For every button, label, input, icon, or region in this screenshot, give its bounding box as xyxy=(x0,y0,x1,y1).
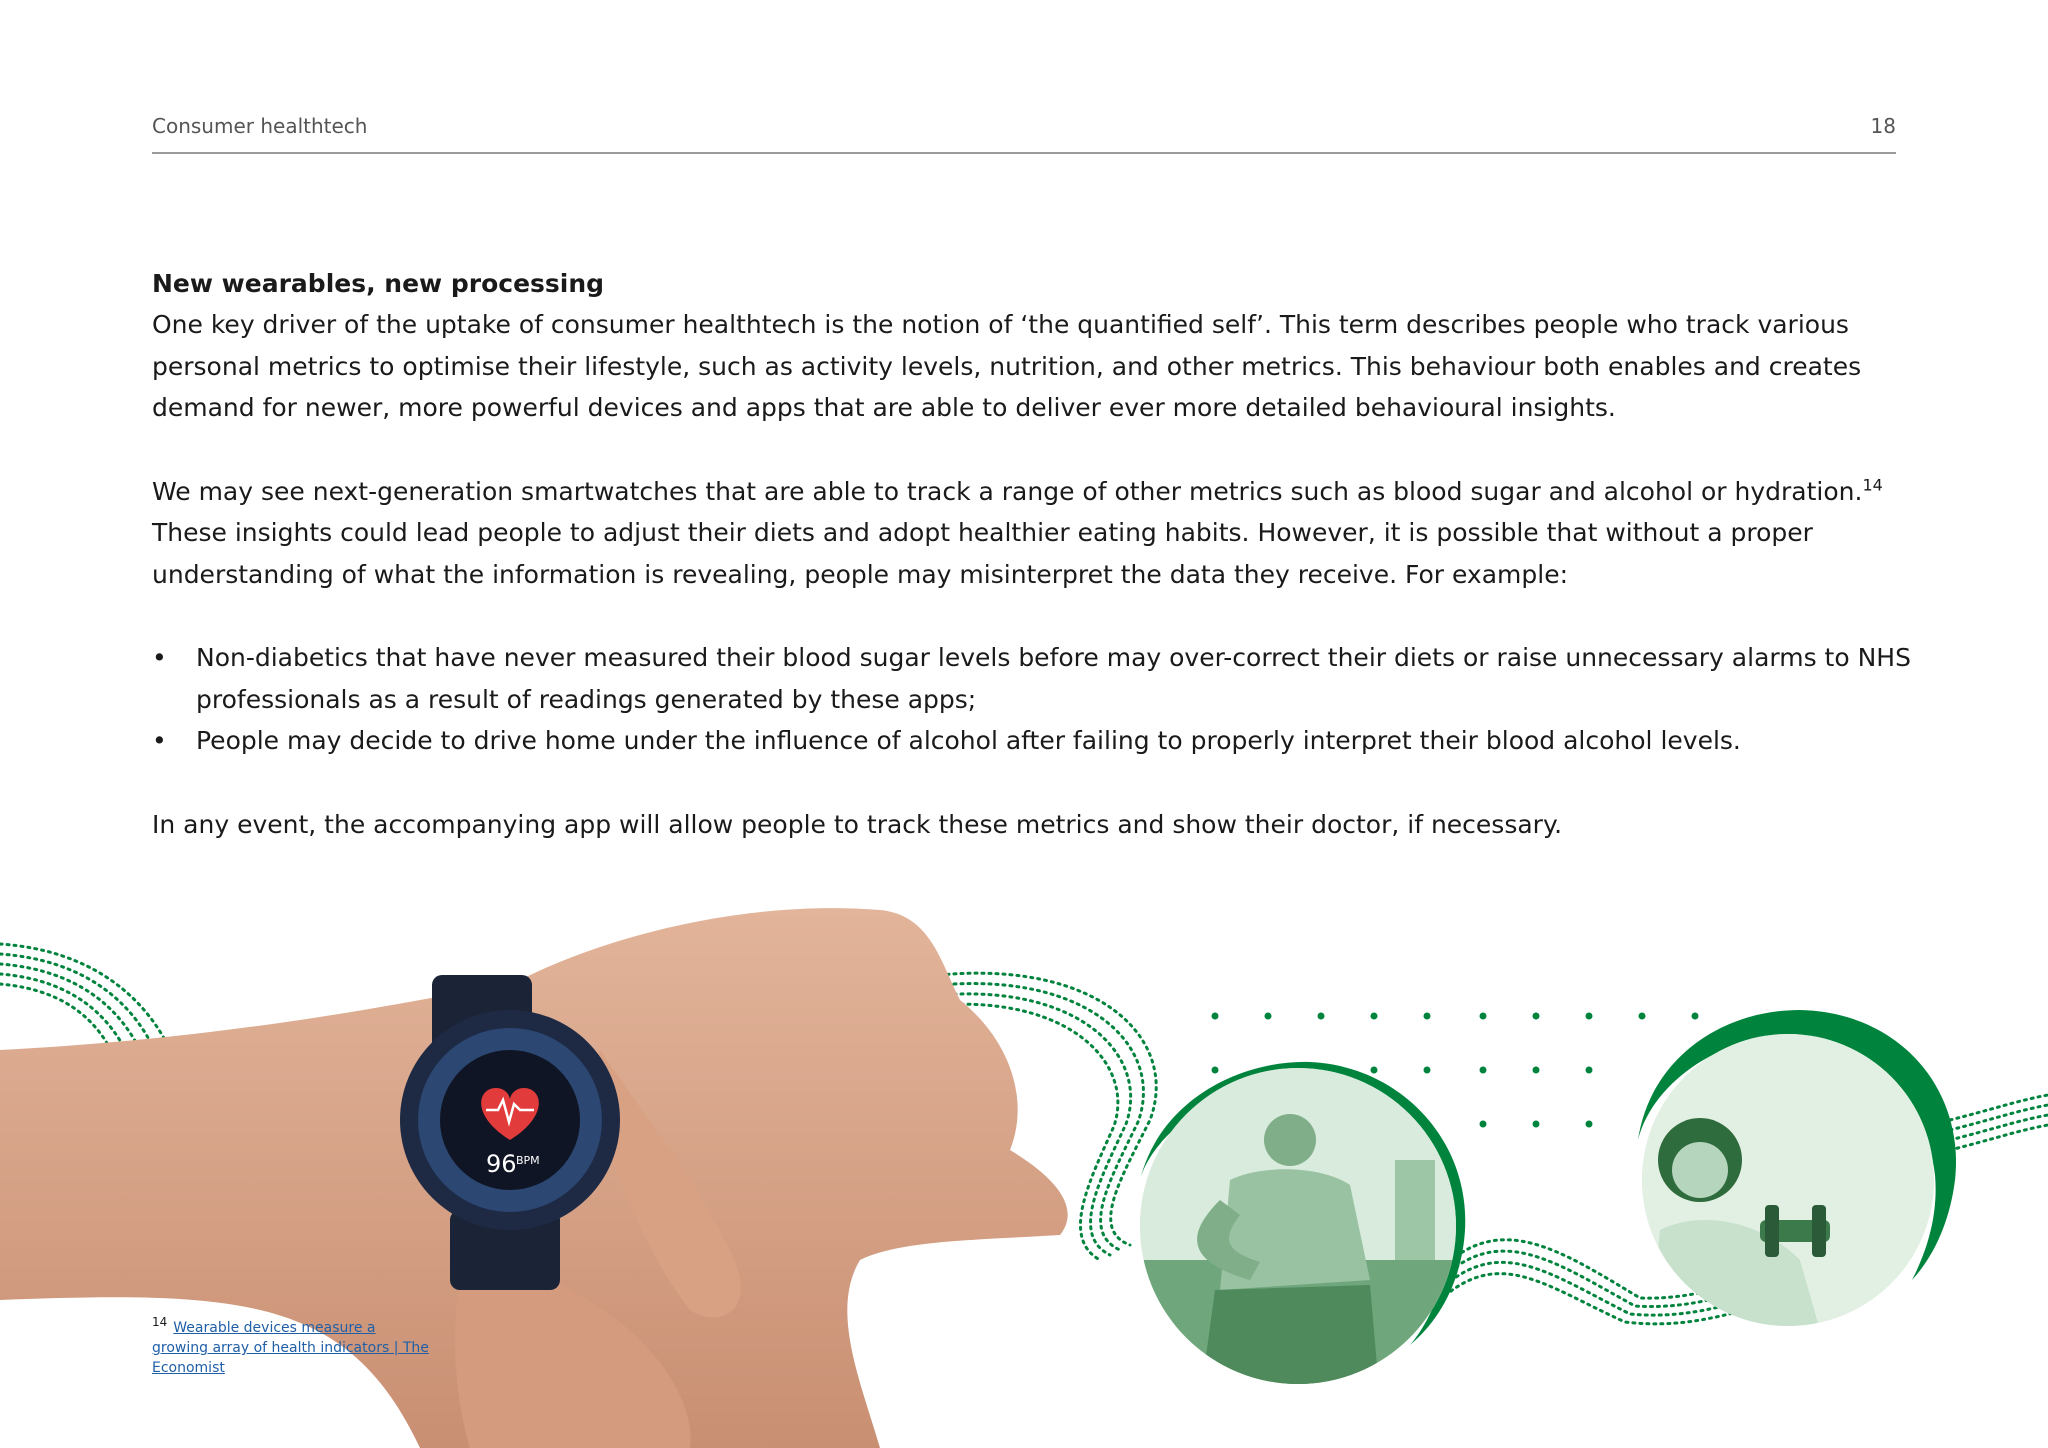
document-title: Consumer healthtech xyxy=(152,114,368,138)
footnote-number: 14 xyxy=(152,1315,168,1330)
bpm-unit: BPM xyxy=(516,1154,540,1167)
page-header xyxy=(152,114,1896,154)
footnote-link[interactable]: Wearable devices measure a growing array of health indicators | The Economist xyxy=(152,1320,429,1376)
list-item xyxy=(152,720,1912,762)
list-item-text: Non-diabetics that have never measured their blood sugar levels before may over-correct their diets or raise unnecessary alarms to NHS professionals as a result of readings generated by these apps; xyxy=(196,643,1911,714)
bullet-icon: • xyxy=(152,726,167,755)
main-content xyxy=(152,263,1912,845)
runner-photo-circle xyxy=(1120,1060,1480,1400)
paragraph-2 xyxy=(152,471,1912,596)
paragraph-1: One key driver of the uptake of consumer healthtech is the notion of ‘the quantified self’. This term describes people who track various personal metrics to optimise their lifestyle, such as activity levels, nutrition, and other metrics. This behaviour both enables and creates demand for newer, more powerful devices and apps that are able to deliver ever more detailed behavioural insights. xyxy=(152,310,1862,422)
bpm-value: 96 xyxy=(486,1150,517,1178)
page-number: 18 xyxy=(1870,114,1896,138)
paragraph-2-continued: These insights could lead people to adjust their diets and adopt healthier eating habits. However, it is possible that without a proper understanding of what the information is revealing, people may misinterpret the data they receive. For example: xyxy=(152,518,1813,589)
section-heading: New wearables, new processing xyxy=(152,269,605,298)
list-item xyxy=(152,637,1912,720)
paragraph-2-text: We may see next-generation smartwatches that are able to track a range of other metrics such as blood sugar and alcohol or hydration. xyxy=(152,476,1863,506)
list-item-text: People may decide to drive home under the influence of alcohol after failing to properly interpret their blood alcohol levels. xyxy=(196,726,1741,755)
paragraph-3: In any event, the accompanying app will allow people to track these metrics and show their doctor, if necessary. xyxy=(152,809,1563,839)
gym-photo-circle xyxy=(1630,1010,1956,1330)
footnote xyxy=(152,1315,432,1378)
bullet-icon: • xyxy=(152,643,167,672)
footnote-reference[interactable]: 14 xyxy=(1862,475,1883,495)
bullet-list xyxy=(152,637,1912,762)
